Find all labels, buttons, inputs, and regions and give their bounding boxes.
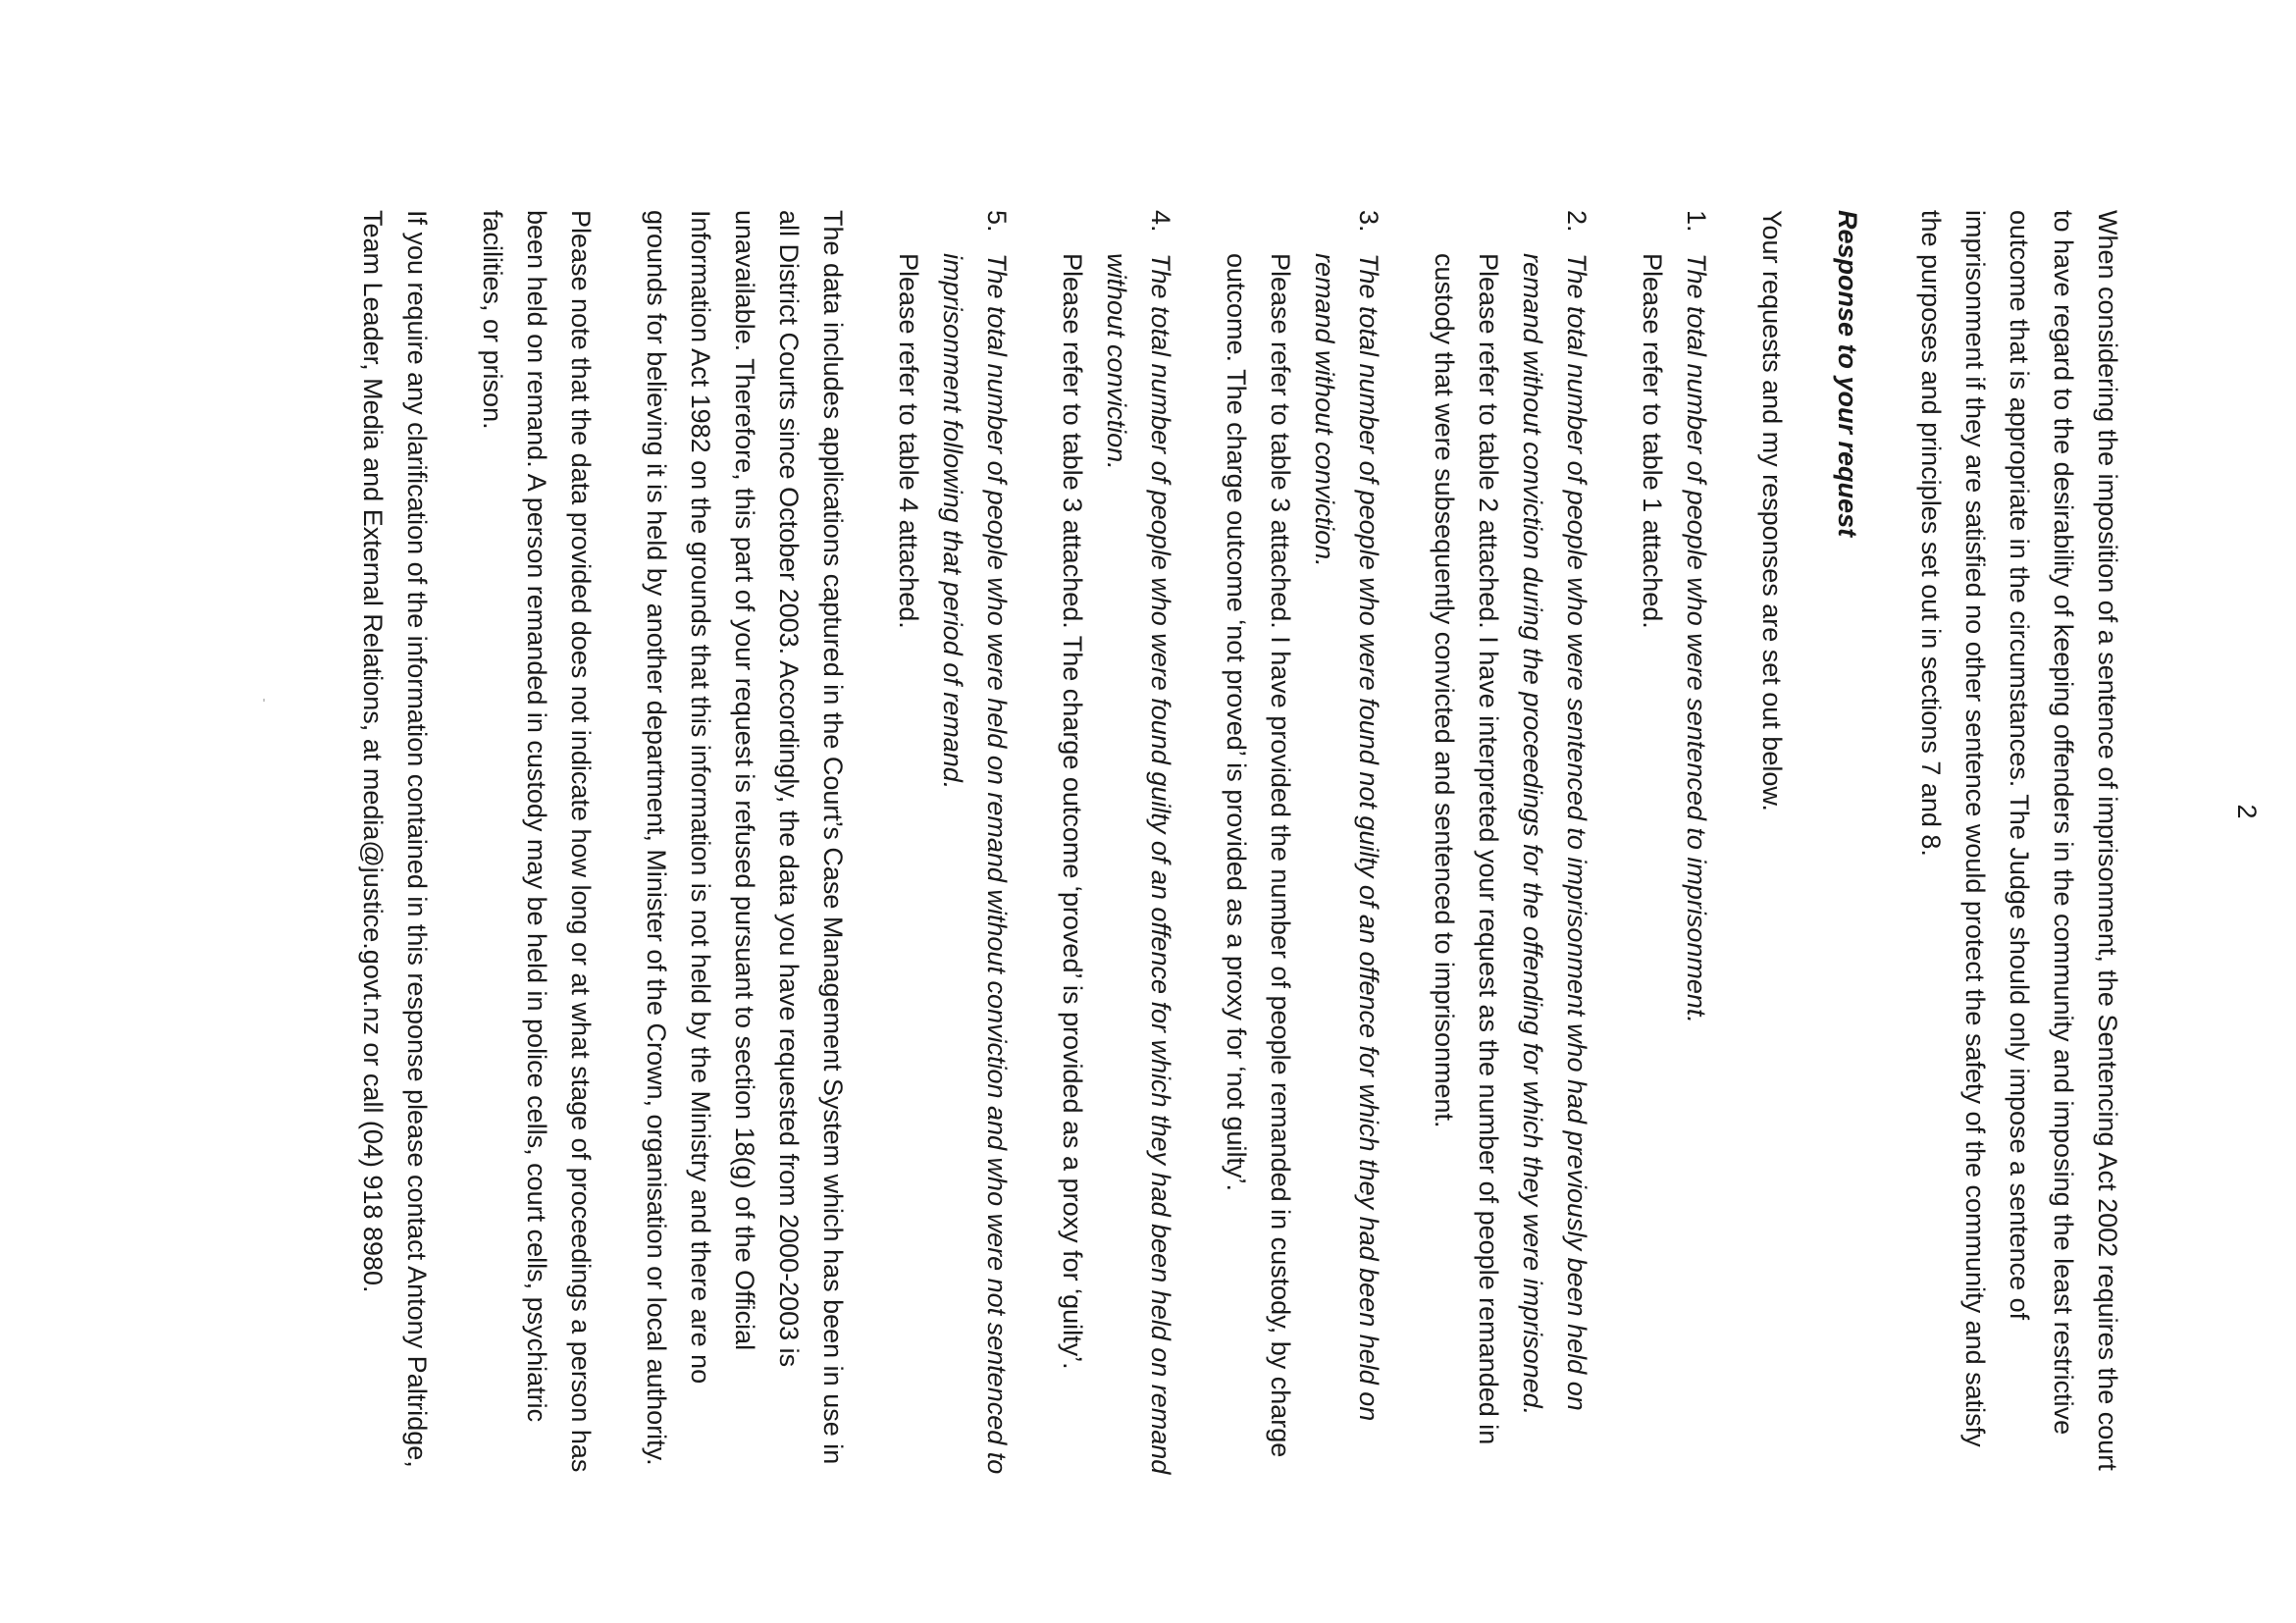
request-number: 3.	[1354, 210, 1383, 233]
remand-note-paragraph: Please note that the data provided does not indicate how long or at what stage of proceedings a person has been held on remand. A person remanded in custody may be held in police cells, court cells, psychiatric facilities, or prison.	[478, 210, 596, 1473]
request-number: 4.	[1146, 210, 1175, 233]
request-question: The total number of people who were found not guilty of an offence for which they had been held on remand without conviction.	[1310, 253, 1383, 1422]
request-item	[1214, 210, 1390, 1476]
request-item	[1630, 210, 1718, 1476]
contact-paragraph: If you require any clarification of the information contained in this response please contact Antony Paltridge, Team Leader, Media and External Relations, at media@justice.govt.nz or call (04) 918 8980.	[358, 210, 432, 1468]
request-item	[1422, 210, 1598, 1476]
intro-paragraph: When considering the imposition of a sentence of imprisonment, the Sentencing Act 2002 requires the court to have regard to the desirability of keeping offenders in the community and imposing the least restrictive outcome that is appropriate in the circumstances. The Judge should only impose a sentence of imprisonment if they are satisfied no other sentence would protect the safety of the community and satisfy the purposes and principles set out in sections 7 and 8.	[1916, 210, 2122, 1471]
lead-text: Your requests and my responses are set out below.	[1757, 210, 1787, 812]
request-question: The total number of people who were sentenced to imprisonment who had previously been held on remand without conviction during the proceedings for the offending for which they were imprisoned.	[1518, 253, 1592, 1416]
request-answer: Please refer to table 3 attached. The charge outcome ‘proved’ is provided as a proxy for ‘guilty’.	[1058, 253, 1087, 1370]
request-question: The total number of people who were held on remand without conviction and who were not sentenced to imprisonment following that period of remand.	[938, 253, 1012, 1475]
request-question: The total number of people who were sentenced to imprisonment.	[1682, 253, 1711, 1023]
section-heading: Response to your request	[1833, 210, 1862, 538]
request-item	[886, 210, 1018, 1476]
request-question: The total number of people who were found guilty of an offence for which they had been held on remand without conviction.	[1102, 253, 1175, 1475]
document-body	[319, 210, 2129, 1476]
request-answer: Please refer to table 2 attached. I have interpreted your request as the number of people remanded in custody that were subsequently convicted and sentenced to imprisonment.	[1430, 253, 1503, 1445]
request-number: 2.	[1562, 210, 1592, 233]
request-number: 1.	[1682, 210, 1711, 233]
request-answer: Please refer to table 1 attached.	[1638, 253, 1667, 629]
request-answer: Please refer to table 4 attached.	[894, 253, 923, 629]
request-item	[1050, 210, 1182, 1476]
data-availability-paragraph: The data includes applications captured in the Court’s Case Management System which has been in use in all District Courts since October 2003. Accordingly, the data you have requested from 2000-2003 is unavailable. Therefore, this part of your request is refused pursuant to section 18(g) of the Official Information Act 1982 on the grounds that this information is not held by the Ministry and there are no grounds for believing it is held by another department, Minister of the Crown, organisation or local authority.	[642, 210, 848, 1466]
page-number: 2	[2232, 804, 2262, 819]
scan-artifact	[263, 699, 265, 702]
request-list	[886, 210, 1718, 1476]
request-number: 5.	[982, 210, 1012, 233]
request-answer: Please refer to table 3 attached. I have provided the number of people remanded in custody, by charge outcome. The charge outcome ‘not proved’ is provided as a proxy for ‘not guilty’.	[1222, 253, 1295, 1458]
